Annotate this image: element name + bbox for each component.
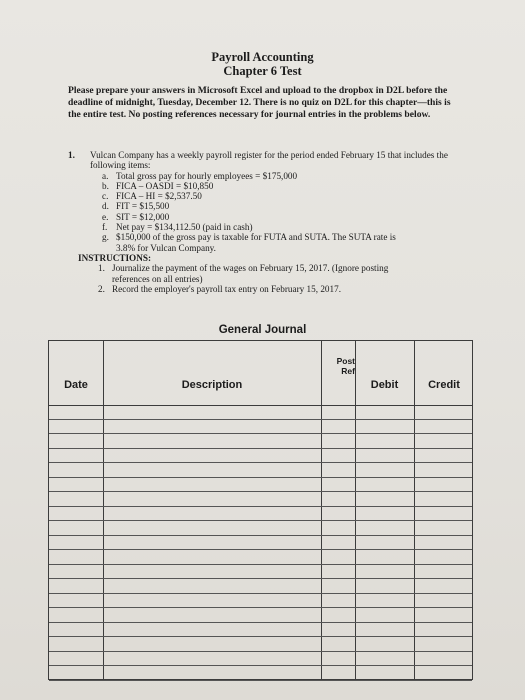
list-item	[102, 222, 468, 232]
list-item	[102, 232, 468, 253]
item-marker: 1.	[98, 263, 105, 274]
item-marker: b.	[102, 180, 109, 191]
list-item	[102, 171, 468, 181]
item-marker: a.	[102, 170, 109, 181]
item-continuation: references on all entries)	[112, 273, 203, 284]
item-marker: d.	[102, 201, 109, 212]
problem-number: 1.	[68, 150, 75, 160]
instructions-heading: INSTRUCTIONS:	[78, 252, 152, 263]
credit-column-header: Credit	[428, 379, 460, 391]
document-title: Payroll Accounting	[211, 50, 314, 64]
table-row	[49, 652, 472, 667]
table-row	[49, 492, 472, 507]
journal-rows	[49, 405, 472, 679]
intro-paragraph: Please prepare your answers in Microsoft Excel and upload to the dropbox in D2L before the deadline of midnight, Tuesday, December 12. There is no quiz on D2L for this chapter—this is the entire test. No posting references necessary for journal entries in the problems below.	[68, 85, 451, 121]
item-continuation: 3.8% for Vulcan Company.	[116, 242, 216, 253]
table-row	[49, 405, 472, 420]
item-marker: f.	[102, 222, 108, 233]
item-text: FICA – OASDI = $10,850	[116, 180, 214, 191]
post-ref-label-line2: Ref	[341, 366, 355, 376]
table-row	[49, 536, 472, 551]
table-row	[49, 623, 472, 638]
problem-text: Vulcan Company has a weekly payroll register for the period ended February 15 that includes the following items:	[90, 150, 448, 171]
list-item	[102, 191, 468, 201]
item-marker: c.	[102, 191, 109, 202]
list-item	[98, 263, 468, 284]
table-row	[49, 579, 472, 594]
problem-1	[68, 150, 468, 294]
item-marker: 2.	[98, 283, 105, 294]
list-item	[102, 181, 468, 191]
item-text: Journalize the payment of the wages on February 15, 2017. (Ignore posting	[112, 263, 389, 274]
table-row	[49, 507, 472, 522]
document-subtitle: Chapter 6 Test	[223, 64, 302, 78]
table-row	[49, 550, 472, 565]
table-row	[49, 594, 472, 609]
table-row	[49, 666, 472, 681]
item-text: Record the employer's payroll tax entry on February 15, 2017.	[112, 283, 341, 294]
item-text: $150,000 of the gross pay is taxable for FUTA and SUTA. The SUTA rate is	[116, 232, 396, 243]
item-text: Total gross pay for hourly employees = $175,000	[116, 170, 298, 181]
list-item	[102, 212, 468, 222]
list-item	[102, 201, 468, 211]
date-column-header: Date	[64, 379, 88, 391]
item-text: FIT = $15,500	[116, 201, 170, 212]
table-row	[49, 449, 472, 464]
problem-items	[102, 171, 468, 253]
description-column-header: Description	[181, 379, 243, 391]
instructions-list	[98, 263, 468, 294]
table-row	[49, 608, 472, 623]
table-row	[49, 434, 472, 449]
item-marker: g.	[102, 232, 109, 243]
journal-title: General Journal	[218, 324, 307, 336]
debit-column-header: Debit	[370, 379, 399, 391]
post-ref-label-line1: Post	[336, 356, 355, 366]
general-journal-table	[48, 340, 473, 680]
post-ref-column-header	[321, 341, 355, 405]
item-text: FICA – HI = $2,537.50	[116, 191, 202, 202]
table-row	[49, 521, 472, 536]
list-item	[98, 284, 468, 294]
table-row	[49, 637, 472, 652]
item-text: SIT = $12,000	[116, 211, 170, 222]
table-row	[49, 420, 472, 435]
item-marker: e.	[102, 211, 109, 222]
table-row	[49, 478, 472, 493]
table-row	[49, 565, 472, 580]
journal-header	[49, 341, 472, 406]
item-text: Net pay = $134,112.50 (paid in cash)	[116, 222, 253, 233]
table-row	[49, 463, 472, 478]
